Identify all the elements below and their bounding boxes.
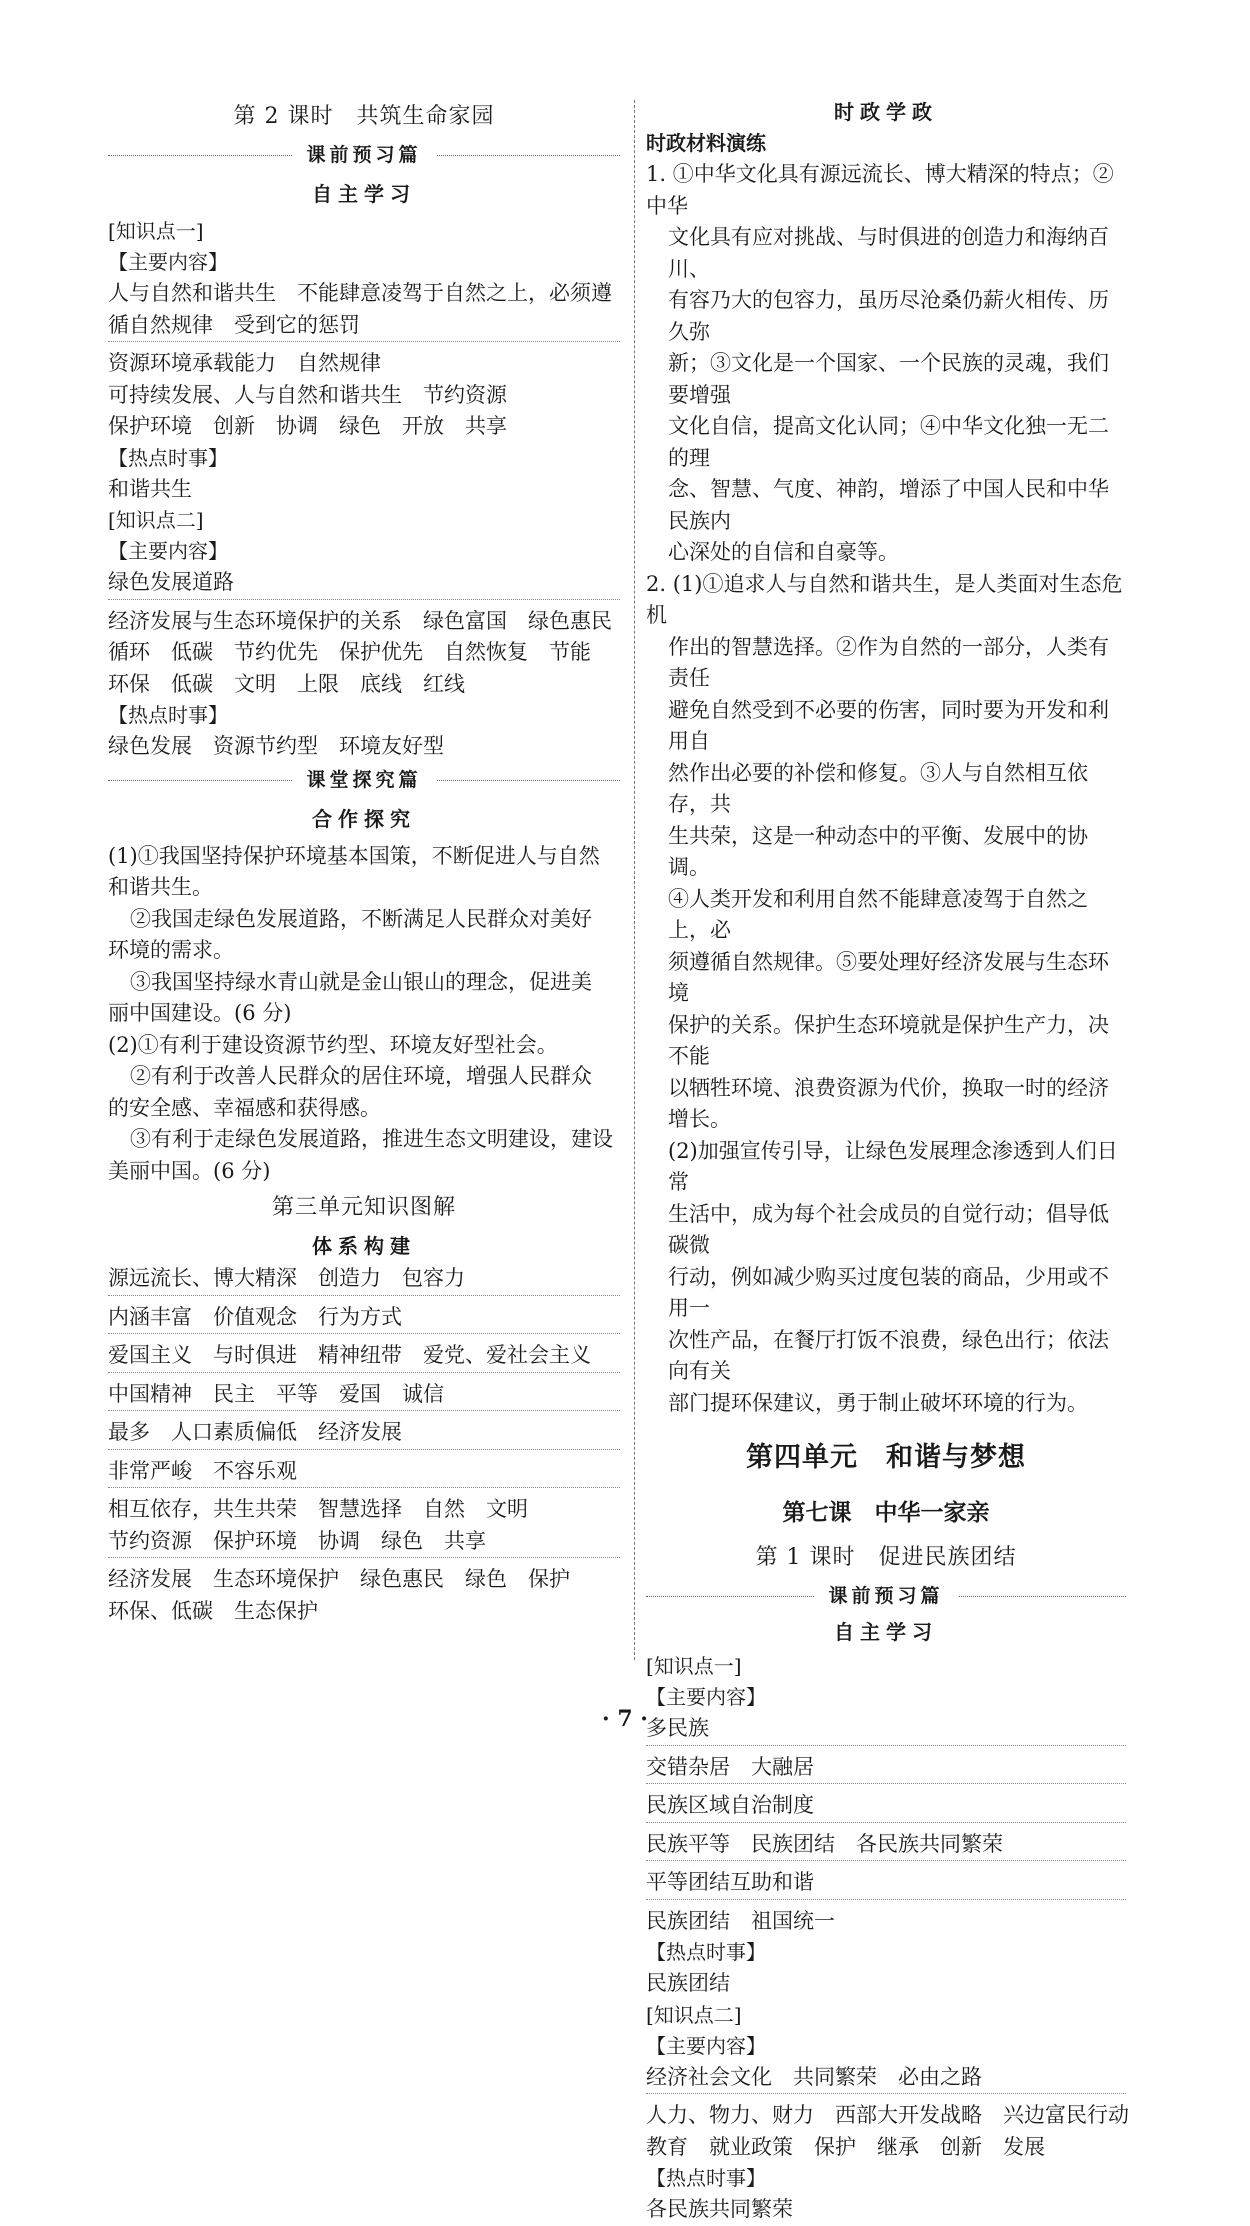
main-content-label: 【主要内容】 (646, 2033, 766, 2058)
main-content-label: 【主要内容】 (108, 250, 228, 274)
coop-line: (1)①我国坚持保护环境基本国策，不断促进人与自然 (108, 843, 600, 868)
answer-line: 循自然规律 受到它的惩罚 (108, 310, 620, 343)
answer-line: 交错杂居 大融居 (646, 1752, 1126, 1785)
hot-topic-label: 【热点时事】 (108, 703, 228, 727)
answer-line: 经济社会文化 共同繁荣 必由之路 (646, 2062, 1126, 2095)
answer-line: 经济发展与生态环境保护的关系 绿色富国 绿色惠民 (108, 608, 612, 633)
q2-line: 须遵循自然规律。⑤要处理好经济发展与生态环境 (668, 949, 1109, 1005)
system-line: 爱国主义 与时俱进 精神纽带 爱党、爱社会主义 (108, 1340, 620, 1373)
answer-line: 教育 就业政策 保护 继承 创新 发展 (646, 2134, 1045, 2159)
page-number: · 7 · (602, 1706, 648, 1732)
q1-line: 念、智慧、气度、神韵，增添了中国人民和中华民族内 (668, 477, 1109, 533)
hot-topic-label: 【热点时事】 (646, 1940, 766, 1964)
politics-title: 时政学政 (834, 100, 938, 124)
system-line: 非常严峻 不容乐观 (108, 1456, 620, 1489)
system-line: 源远流长、博大精深 创造力 包容力 (108, 1263, 620, 1296)
coop-line: ②有利于改善人民群众的居住环境，增强人民群众 (130, 1064, 592, 1088)
coop-line: 美丽中国。(6 分) (108, 1158, 271, 1183)
answer-line: 多民族 (646, 1713, 1126, 1746)
section-classroom: 课堂探究篇 (108, 765, 620, 795)
q1-line: 心深处的自信和自豪等。 (668, 540, 899, 564)
knowledge-point-2: [知识点二] (646, 2002, 742, 2027)
q2-line: 保护的关系。保护生态环境就是保护生产力，决不能 (668, 1012, 1109, 1068)
q2-line: 行动，例如减少购买过度包装的商品，少用或不用一 (668, 1264, 1109, 1320)
subsection-system: 体系构建 (312, 1234, 416, 1258)
main-content-label: 【主要内容】 (108, 539, 228, 563)
q2-line: 以牺牲环境、浪费资源为代价，换取一时的经济增长。 (668, 1075, 1109, 1131)
q1-line: 新；③文化是一个国家、一个民族的灵魂，我们要增强 (668, 351, 1109, 407)
coop-line: ③有利于走绿色发展道路，推进生态文明建设，建设 (130, 1127, 613, 1151)
answer-line: 人与自然和谐共生 不能肆意凌驾于自然之上，必须遵 (108, 281, 612, 305)
q2-line: 部门提环保建议，勇于制止破坏环境的行为。 (668, 1390, 1088, 1415)
system-line: 相互依存，共生共荣 智慧选择 自然 文明 (108, 1497, 528, 1521)
subsection-cooperation: 合作探究 (312, 806, 416, 831)
coop-line: ②我国走绿色发展道路，不断满足人民群众对美好 (130, 906, 592, 931)
answer-line: 循环 低碳 节约优先 保护优先 自然恢复 节能 (108, 640, 591, 664)
answer-line: 民族团结 祖国统一 (646, 1908, 835, 1933)
coop-line: ③我国坚持绿水青山就是金山银山的理念，促进美 (130, 969, 592, 994)
knowledge-point-2: [知识点二] (108, 508, 204, 532)
q1-line: 1. ①中华文化具有源远流长、博大精深的特点；②中华 (646, 162, 1114, 218)
subsection-self-study: 自主学习 (312, 182, 416, 206)
answer-line: 可持续发展、人与自然和谐共生 节约资源 (108, 382, 507, 407)
lesson-title: 第 1 课时 促进民族团结 (755, 1545, 1017, 1570)
q2-line: 生共荣，这是一种动态中的平衡、发展中的协调。 (668, 823, 1088, 879)
answer-line: 资源环境承载能力 自然规律 (108, 351, 381, 375)
left-column (108, 96, 620, 1627)
lesson-title: 第 2 课时 共筑生命家园 (233, 104, 495, 129)
q2-line: 生活中，成为每个社会成员的自觉行动；倡导低碳微 (668, 1201, 1109, 1257)
system-line: 节约资源 保护环境 协调 绿色 共享 (108, 1526, 620, 1559)
main-content-label: 【主要内容】 (646, 1685, 766, 1709)
q1-line: 有容乃大的包容力，虽历尽沧桑仍薪火相传、历久弥 (668, 288, 1109, 344)
right-column (646, 96, 1129, 2226)
answer-line: 民族平等 民族团结 各民族共同繁荣 (646, 1829, 1126, 1862)
answer-line: 绿色发展道路 (108, 567, 620, 600)
section-preview: 课前预习篇 (108, 140, 620, 170)
q1-line: 文化具有应对挑战、与时俱进的创造力和海纳百川、 (668, 225, 1109, 281)
chapter-title: 第七课 中华一家亲 (782, 1499, 990, 1526)
answer-line: 各民族共同繁荣 (646, 2197, 793, 2221)
q2-line: 然作出必要的补偿和修复。③人与自然相互依存，共 (668, 760, 1088, 816)
answer-line: 人力、物力、财力 西部大开发战略 兴边富民行动 (646, 2103, 1129, 2127)
q2-line: 作出的智慧选择。②作为自然的一部分，人类有责任 (668, 634, 1109, 690)
answer-line: 平等团结互助和谐 (646, 1867, 1126, 1900)
drill-title: 时政材料演练 (646, 131, 766, 155)
knowledge-point-1: [知识点一] (108, 219, 204, 243)
q1-line: 文化自信，提高文化认同；④中华文化独一无二的理 (668, 414, 1109, 470)
q2-line: (2)加强宣传引导，让绿色发展理念渗透到人们日常 (668, 1138, 1118, 1194)
answer-line: 保护环境 创新 协调 绿色 开放 共享 (108, 414, 507, 438)
knowledge-point-1: [知识点一] (646, 1654, 742, 1678)
q2-line: 2. (1)①追求人与自然和谐共生，是人类面对生态危机 (646, 571, 1123, 627)
q2-line: ④人类开发和利用自然不能肆意凌驾于自然之上，必 (668, 886, 1088, 942)
unit3-diagram-title: 第三单元知识图解 (271, 1195, 456, 1220)
answer-line: 民族区域自治制度 (646, 1790, 1126, 1823)
unit4-title: 第四单元 和谐与梦想 (746, 1442, 1026, 1473)
coop-line: (2)①有利于建设资源节约型、环境友好型社会。 (108, 1032, 558, 1057)
q2-line: 避免自然受到不必要的伤害，同时要为开发和利用自 (668, 697, 1109, 753)
coop-line: 和谐共生。 (108, 875, 213, 899)
hot-topic-label: 【热点时事】 (108, 445, 228, 470)
system-line: 内涵丰富 价值观念 行为方式 (108, 1302, 620, 1335)
coop-line: 丽中国建设。(6 分) (108, 1001, 292, 1025)
system-line: 中国精神 民主 平等 爱国 诚信 (108, 1379, 620, 1412)
system-line: 环保、低碳 生态保护 (108, 1598, 318, 1623)
section-preview: 课前预习篇 (646, 1581, 1126, 1611)
system-line: 最多 人口素质偏低 经济发展 (108, 1417, 620, 1450)
answer-line: 环保 低碳 文明 上限 底线 红线 (108, 671, 465, 696)
coop-line: 环境的需求。 (108, 938, 234, 962)
q2-line: 次性产品，在餐厅打饭不浪费，绿色出行；依法向有关 (668, 1327, 1109, 1383)
answer-line: 绿色发展 资源节约型 环境友好型 (108, 734, 444, 758)
answer-line: 民族团结 (646, 1971, 730, 1995)
subsection-self-study: 自主学习 (834, 1620, 938, 1644)
column-divider (634, 100, 635, 1660)
coop-line: 的安全感、幸福感和获得感。 (108, 1095, 381, 1120)
hot-topic-label: 【热点时事】 (646, 2166, 766, 2190)
system-line: 经济发展 生态环境保护 绿色惠民 绿色 保护 (108, 1567, 570, 1591)
answer-line: 和谐共生 (108, 476, 192, 501)
